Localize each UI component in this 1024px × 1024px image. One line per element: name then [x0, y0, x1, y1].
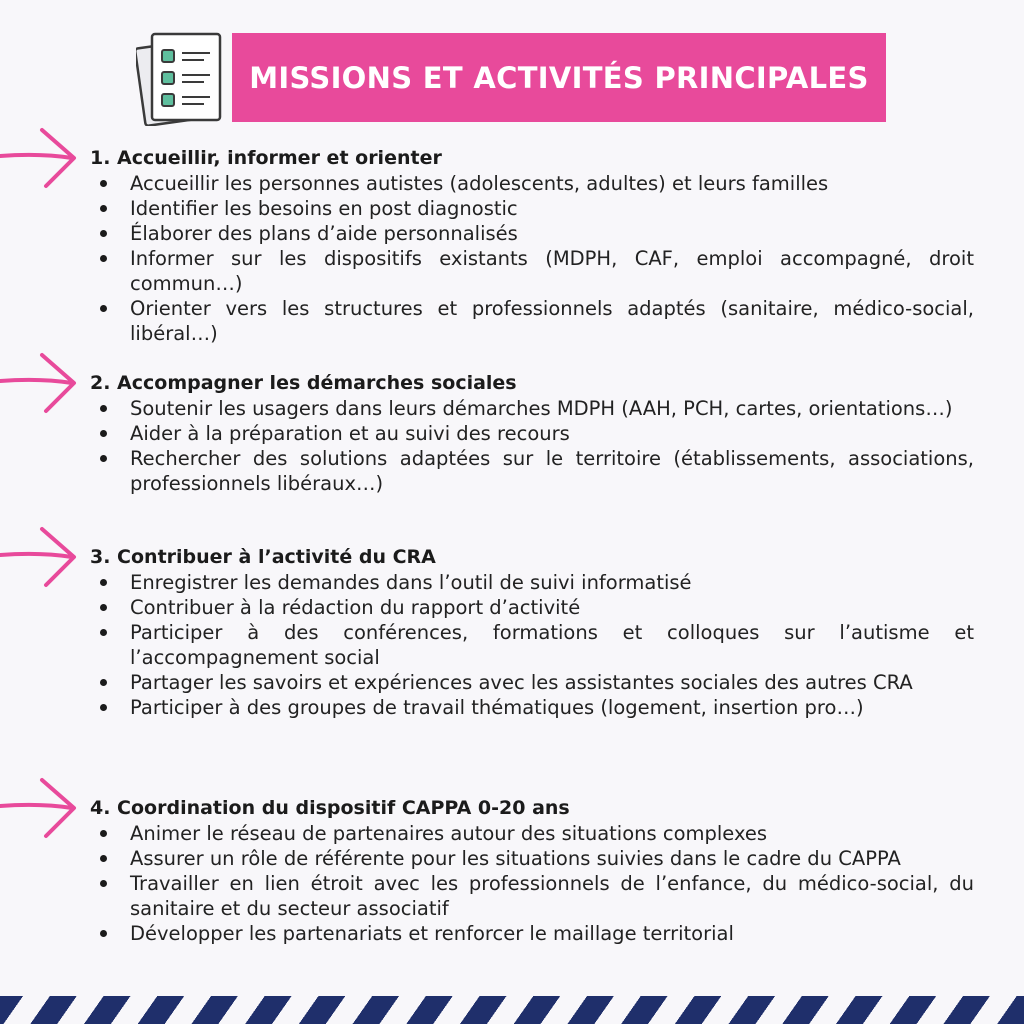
checklist-icon: [136, 30, 226, 126]
list-item: Élaborer des plans d’aide personnalisés: [0, 221, 974, 246]
list-item: Travailler en lien étroit avec les professionnels de l’enfance, du médico-social, du sanitaire et du secteur associatif: [0, 871, 974, 921]
list-item: Enregistrer les demandes dans l’outil de suivi informatisé: [0, 570, 974, 595]
list-item: Assurer un rôle de référente pour les situations suivies dans le cadre du CAPPA: [0, 846, 974, 871]
list-item: Participer à des groupes de travail thématiques (logement, insertion pro…): [0, 695, 974, 720]
bullet-list: [0, 171, 1024, 346]
section-heading: 1. Accueillir, informer et orienter: [90, 147, 442, 169]
list-item: Soutenir les usagers dans leurs démarches MDPH (AAH, PCH, cartes, orientations…): [0, 396, 974, 421]
title-banner: [232, 33, 886, 122]
section-heading: 3. Contribuer à l’activité du CRA: [90, 546, 436, 568]
bullet-list: [0, 821, 1024, 946]
list-item: Animer le réseau de partenaires autour des situations complexes: [0, 821, 974, 846]
list-item: Aider à la préparation et au suivi des recours: [0, 421, 974, 446]
page-title: MISSIONS ET ACTIVITÉS PRINCIPALES: [249, 60, 869, 95]
section-heading: 2. Accompagner les démarches sociales: [90, 372, 517, 394]
list-item: Orienter vers les structures et professionnels adaptés (sanitaire, médico-social, libéral…): [0, 296, 974, 346]
decorative-stripes: [0, 996, 1024, 1024]
list-item: Partager les savoirs et expériences avec les assistantes sociales des autres CRA: [0, 670, 974, 695]
bullet-list: [0, 396, 1024, 496]
list-item: Informer sur les dispositifs existants (MDPH, CAF, emploi accompagné, droit commun…): [0, 246, 974, 296]
list-item: Participer à des conférences, formations et colloques sur l’autisme et l’accompagnement social: [0, 620, 974, 670]
list-item: Développer les partenariats et renforcer le maillage territorial: [0, 921, 974, 946]
list-item: Identifier les besoins en post diagnostic: [0, 196, 974, 221]
list-item: Accueillir les personnes autistes (adolescents, adultes) et leurs familles: [0, 171, 974, 196]
list-item: Contribuer à la rédaction du rapport d’activité: [0, 595, 974, 620]
list-item: Rechercher des solutions adaptées sur le territoire (établissements, associations, professionnels libéraux…): [0, 446, 974, 496]
section-heading: 4. Coordination du dispositif CAPPA 0-20 ans: [90, 797, 570, 819]
bullet-list: [0, 570, 1024, 720]
